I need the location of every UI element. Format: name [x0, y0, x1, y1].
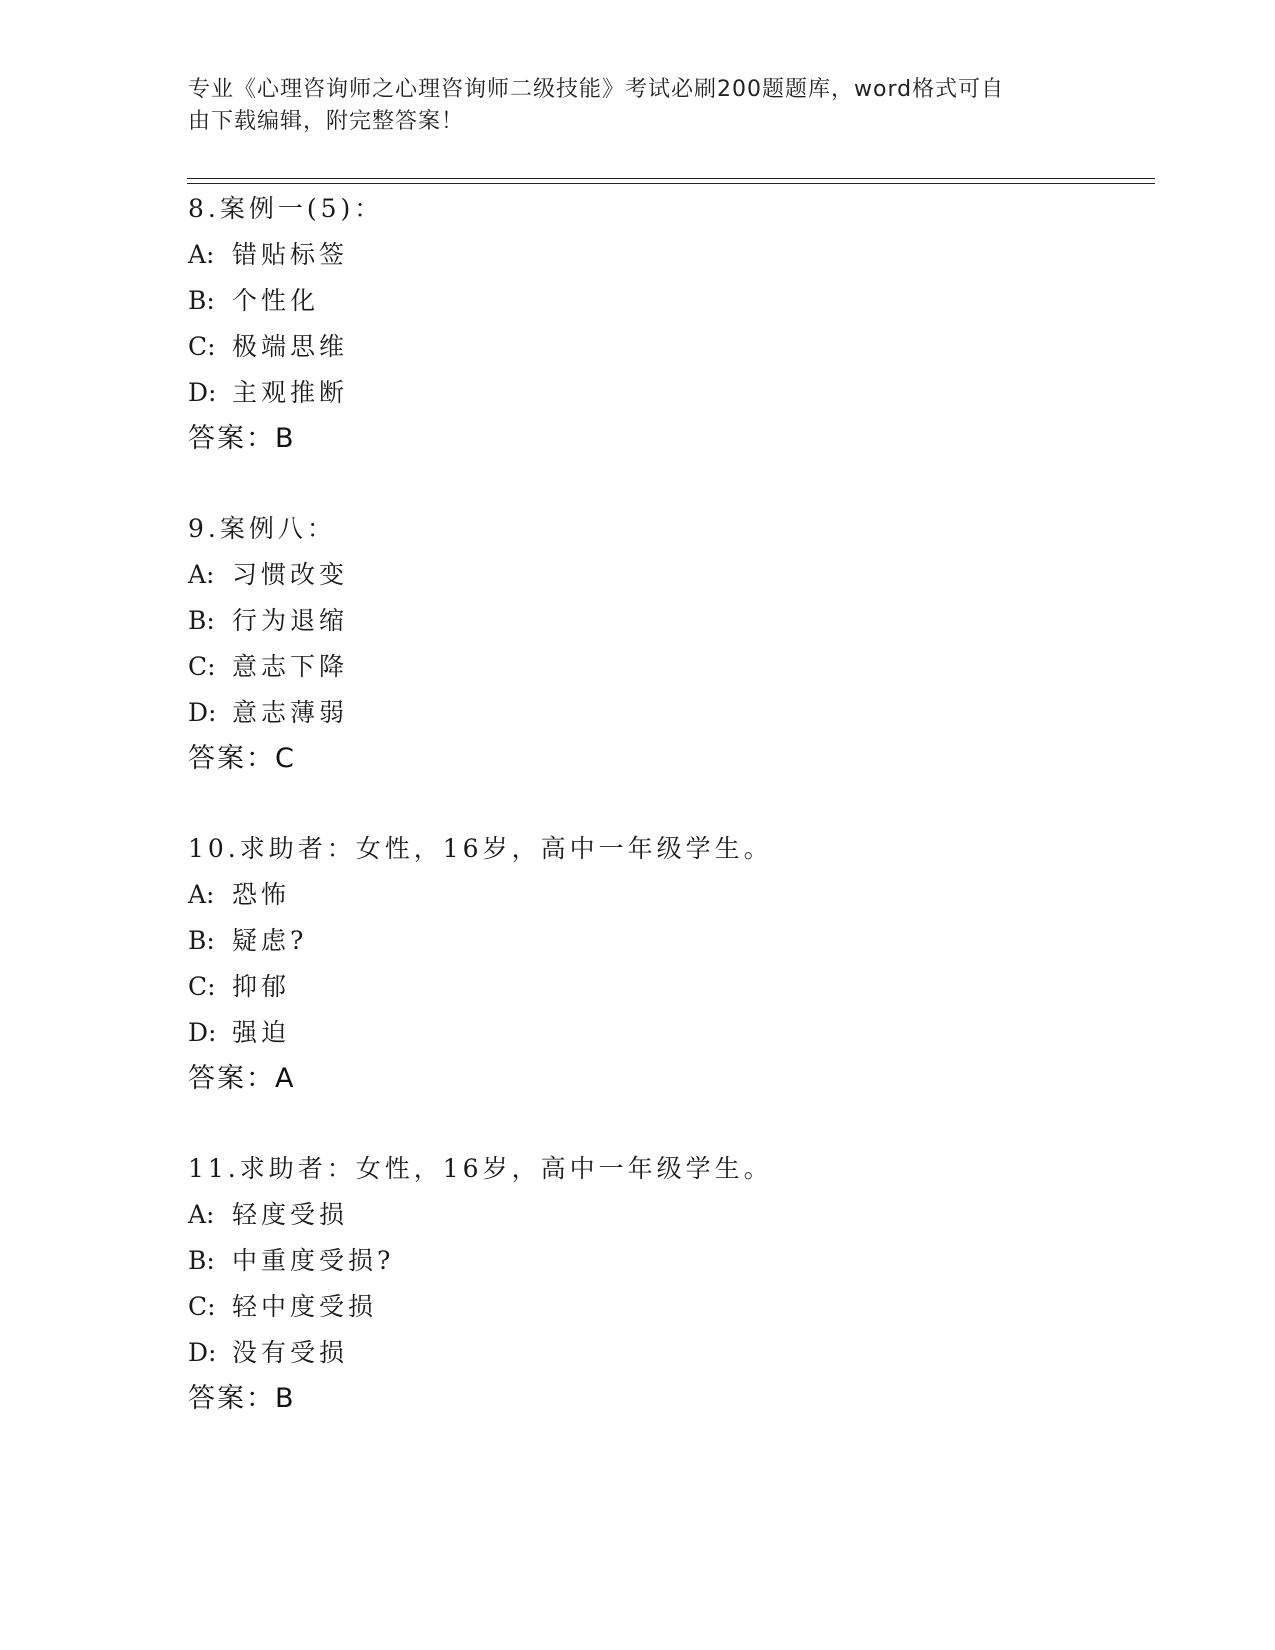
- option-d: [188, 370, 1148, 416]
- option-b: [188, 598, 1148, 644]
- option-a: [188, 1192, 1148, 1238]
- option-key: C:: [188, 332, 216, 361]
- option-key: C:: [188, 972, 216, 1001]
- option-text: 意志薄弱: [232, 698, 349, 727]
- option-text: 强迫: [232, 1018, 291, 1047]
- option-key: A:: [188, 880, 215, 909]
- option-a: [188, 232, 1148, 278]
- question-8: [188, 186, 1148, 462]
- option-text: 中重度受损?: [232, 1246, 395, 1275]
- question-11: [188, 1146, 1148, 1422]
- option-key: D:: [188, 1338, 217, 1367]
- answer-line: 答案：B: [188, 1383, 296, 1414]
- option-key: C:: [188, 1292, 216, 1321]
- option-c: [188, 964, 1148, 1010]
- option-d: [188, 1330, 1148, 1376]
- option-key: D:: [188, 1018, 217, 1047]
- option-text: 恐怖: [232, 880, 291, 909]
- option-text: 疑虑?: [232, 926, 308, 955]
- question-9: [188, 506, 1148, 782]
- question-title: 10.求助者：女性，16岁，高中一年级学生。: [188, 834, 773, 863]
- option-text: 个性化: [232, 286, 320, 315]
- option-key: B:: [188, 1246, 215, 1275]
- option-b: [188, 1238, 1148, 1284]
- option-key: B:: [188, 606, 215, 635]
- option-text: 行为退缩: [232, 606, 349, 635]
- question-title: 8.案例一(5)：: [188, 194, 384, 223]
- option-key: B:: [188, 286, 215, 315]
- option-key: D:: [188, 378, 217, 407]
- answer-line: 答案：C: [188, 743, 296, 774]
- option-c: [188, 644, 1148, 690]
- header-divider-top: [187, 178, 1155, 179]
- option-d: [188, 690, 1148, 736]
- option-key: A:: [188, 560, 215, 589]
- answer-line: 答案：B: [188, 423, 296, 454]
- document-header: [188, 74, 1088, 138]
- option-b: [188, 918, 1148, 964]
- option-text: 极端思维: [232, 332, 349, 361]
- option-c: [188, 324, 1148, 370]
- option-text: 轻中度受损: [232, 1292, 378, 1321]
- option-key: C:: [188, 652, 216, 681]
- option-text: 抑郁: [232, 972, 291, 1001]
- option-d: [188, 1010, 1148, 1056]
- question-title: 9.案例八：: [188, 514, 336, 543]
- option-text: 习惯改变: [232, 560, 349, 589]
- header-line-1: 专业《心理咨询师之心理咨询师二级技能》考试必刷200题题库，word格式可自: [188, 77, 1005, 102]
- option-key: A:: [188, 1200, 215, 1229]
- option-a: [188, 872, 1148, 918]
- answer-line: 答案：A: [188, 1063, 296, 1094]
- option-text: 主观推断: [232, 378, 349, 407]
- option-text: 意志下降: [232, 652, 349, 681]
- option-c: [188, 1284, 1148, 1330]
- option-b: [188, 278, 1148, 324]
- option-key: B:: [188, 926, 215, 955]
- question-10: [188, 826, 1148, 1102]
- option-text: 轻度受损: [232, 1200, 349, 1229]
- option-text: 错贴标签: [232, 240, 349, 269]
- option-key: A:: [188, 240, 215, 269]
- header-line-2: 由下载编辑，附完整答案！: [188, 109, 465, 134]
- question-title: 11.求助者：女性，16岁，高中一年级学生。: [188, 1154, 773, 1183]
- option-key: D:: [188, 698, 217, 727]
- option-text: 没有受损: [232, 1338, 349, 1367]
- header-divider-bottom: [187, 183, 1155, 184]
- option-a: [188, 552, 1148, 598]
